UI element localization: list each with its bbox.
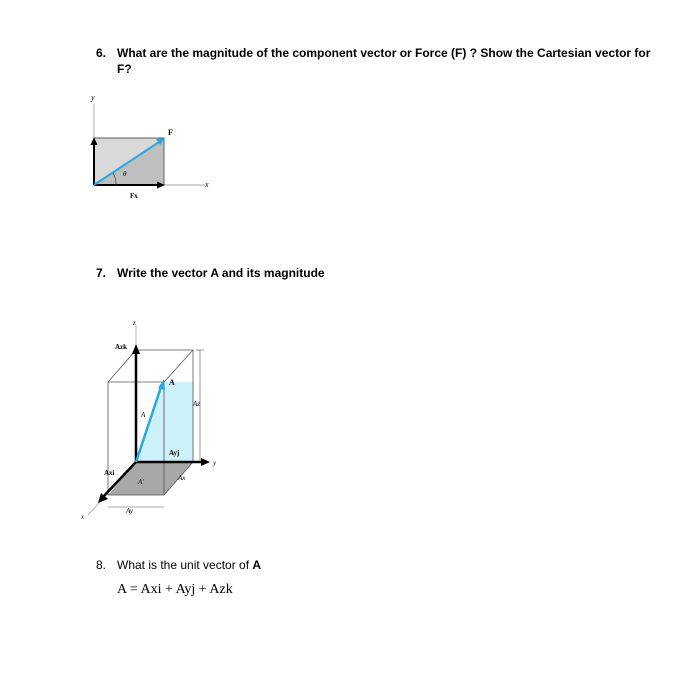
question-text-line1: What are the magnitude of the component vector or Force (F) ? Show the Cartesian vector for — [117, 46, 651, 60]
question-text: What is the unit vector of — [117, 558, 253, 572]
fig2-x-label: x — [81, 513, 85, 521]
vector-3d-figure — [78, 315, 238, 525]
question-number: 6. — [96, 46, 107, 60]
fig2-y-label: y — [213, 459, 217, 467]
question-6 — [96, 45, 656, 77]
fig2-a-mid-label: A — [141, 411, 146, 419]
fig2-z-label: z — [133, 319, 136, 327]
fig1-x-axis-label: x — [205, 180, 209, 189]
fig1-y-axis-label: y — [91, 93, 95, 102]
question-7 — [96, 265, 325, 281]
fig2-vector-plane — [136, 382, 193, 462]
vector-equation: A = Axi + Ayj + Azk — [117, 582, 233, 597]
question-8 — [96, 557, 261, 573]
fig2-ayj-label: Ayj — [169, 449, 180, 457]
fig2-ay-label: Ay — [126, 507, 133, 515]
question-text: Write the vector A and its magnitude — [117, 266, 325, 280]
fig2-azk-label: Azk — [115, 343, 128, 351]
question-text-line2: F? — [117, 62, 132, 76]
fig1-force-label: F — [168, 128, 173, 137]
fig2-a-prime-label: A' — [138, 478, 144, 486]
force-components-figure — [80, 90, 220, 210]
fig2-axi-label: Axi — [104, 469, 115, 477]
question-text-bold: A — [252, 558, 262, 572]
fig1-fx-label: Fx — [130, 192, 138, 200]
fig2-az-label: Az — [193, 400, 200, 408]
fig2-ax-label: Ax — [178, 474, 186, 482]
question-number: 7. — [96, 266, 107, 280]
fig2-a-top-label: A — [169, 378, 175, 387]
question-number: 8. — [96, 558, 107, 572]
fig1-theta-label: θ — [123, 170, 127, 178]
